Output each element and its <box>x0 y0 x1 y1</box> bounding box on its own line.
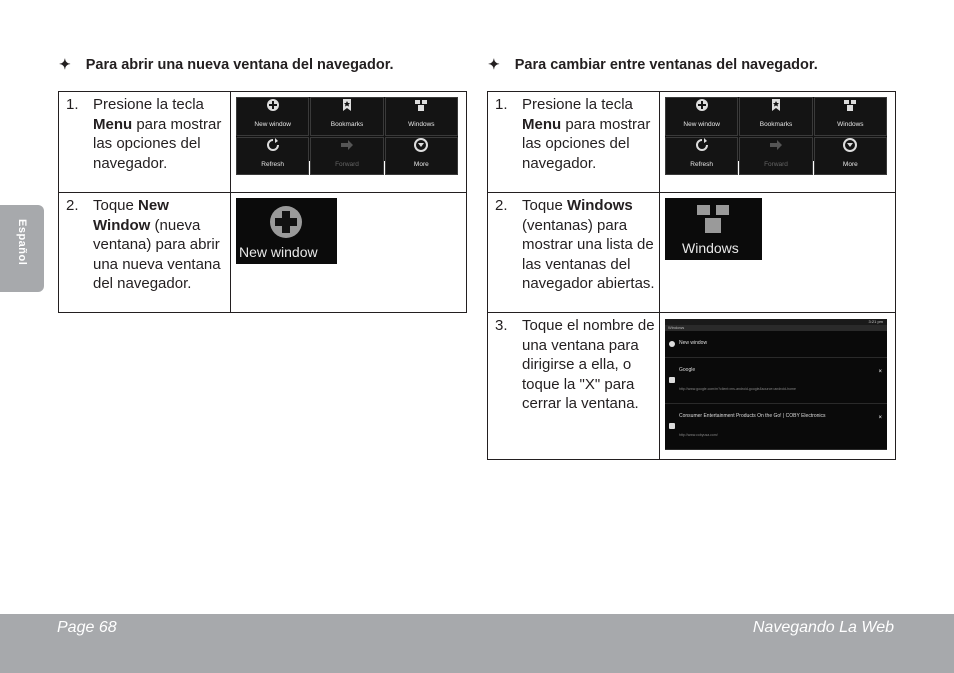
menu-refresh[interactable]: Refresh <box>665 137 738 176</box>
menu-windows[interactable]: Windows <box>814 97 887 136</box>
step-number: 2. <box>495 197 508 214</box>
star-bullet-icon: ✦ <box>488 56 500 72</box>
close-window-button[interactable]: × <box>878 368 882 375</box>
windows-button[interactable] <box>665 198 762 260</box>
step-number: 3. <box>495 317 508 334</box>
right-steps-table <box>487 91 896 460</box>
right-heading-text: Para cambiar entre ventanas del navegador. <box>514 56 818 73</box>
new-window-label: New window <box>239 243 318 260</box>
star-bullet-icon: ✦ <box>59 56 71 72</box>
plus-circle-icon <box>268 204 304 240</box>
step-number: 1. <box>66 96 79 113</box>
bookmark-icon <box>340 98 354 112</box>
refresh-icon <box>695 138 709 152</box>
right-heading <box>488 56 818 73</box>
table-row <box>488 313 896 460</box>
menu-bookmarks[interactable]: Bookmarks <box>739 97 812 136</box>
menu-more[interactable]: More <box>814 137 887 176</box>
windows-icon <box>695 203 731 235</box>
windows-screenshot-cell <box>660 193 896 313</box>
step-text: Presione la tecla Menu para mostrar las opciones del navegador. <box>522 96 651 172</box>
step-number: 2. <box>66 197 79 214</box>
step-text: Toque el nombre de una ventana para dirigirse a ella, o toque la "X" para cerrar la ventana. <box>522 317 655 412</box>
forward-arrow-icon <box>769 138 783 152</box>
list-item[interactable]: Google http://www.google.com/m?client=ms-android-google&source=android-home × <box>665 358 887 404</box>
new-window-screenshot-cell <box>231 193 467 313</box>
table-row <box>488 92 896 193</box>
menu-forward[interactable]: Forward <box>739 137 812 176</box>
new-window-button[interactable] <box>236 198 337 264</box>
list-item-new-window[interactable]: New window <box>665 331 887 358</box>
left-steps-table <box>58 91 467 313</box>
page-icon <box>669 377 675 383</box>
more-chevron-icon <box>414 138 428 152</box>
footer <box>0 614 954 673</box>
plus-circle-icon <box>695 98 709 112</box>
menu-forward[interactable]: Forward <box>310 137 383 176</box>
menu-bookmarks[interactable]: Bookmarks <box>310 97 383 136</box>
windows-list-title: Windows <box>665 325 887 331</box>
menu-new-window[interactable]: New window <box>236 97 309 136</box>
windows-list-screen <box>665 319 887 449</box>
left-heading-text: Para abrir una nueva ventana del navegador. <box>85 56 394 73</box>
more-chevron-icon <box>843 138 857 152</box>
language-tab-label: Español <box>16 219 28 266</box>
menu-more[interactable]: More <box>385 137 458 176</box>
step-number: 1. <box>495 96 508 113</box>
step-text: Toque Windows (ventanas) para mostrar una lista de las ventanas del navegador abiertas. <box>522 197 655 292</box>
close-window-button[interactable]: × <box>878 414 882 421</box>
plus-circle-icon <box>669 341 675 347</box>
table-row <box>59 92 467 193</box>
menu-screenshot-cell <box>660 92 896 193</box>
list-item[interactable]: Consumer Entertainment Products On the Go! | COBY Electronics http://www.cobyusa.com/ × <box>665 404 887 450</box>
menu-screenshot-cell <box>231 92 467 193</box>
refresh-icon <box>266 138 280 152</box>
menu-windows[interactable]: Windows <box>385 97 458 136</box>
status-time: 3:21 pm <box>868 319 883 325</box>
page-icon <box>669 423 675 429</box>
plus-circle-icon <box>266 98 280 112</box>
browser-menu <box>665 97 887 168</box>
table-row <box>59 193 467 313</box>
table-row <box>488 193 896 313</box>
section-title: Navegando La Web <box>752 619 894 636</box>
language-tab <box>0 205 44 292</box>
windows-list-screenshot-cell <box>660 313 896 460</box>
step-text: Toque New Window (nueva ventana) para abrir una nueva ventana del navegador. <box>93 197 221 292</box>
windows-label: Windows <box>682 239 739 256</box>
menu-refresh[interactable]: Refresh <box>236 137 309 176</box>
left-heading <box>59 56 394 73</box>
browser-menu <box>236 97 458 168</box>
page-number: Page 68 <box>57 619 117 636</box>
menu-new-window[interactable]: New window <box>665 97 738 136</box>
forward-arrow-icon <box>340 138 354 152</box>
windows-icon <box>414 98 428 112</box>
bookmark-icon <box>769 98 783 112</box>
step-text: Presione la tecla Menu para mostrar las opciones del navegador. <box>93 96 222 172</box>
windows-icon <box>843 98 857 112</box>
